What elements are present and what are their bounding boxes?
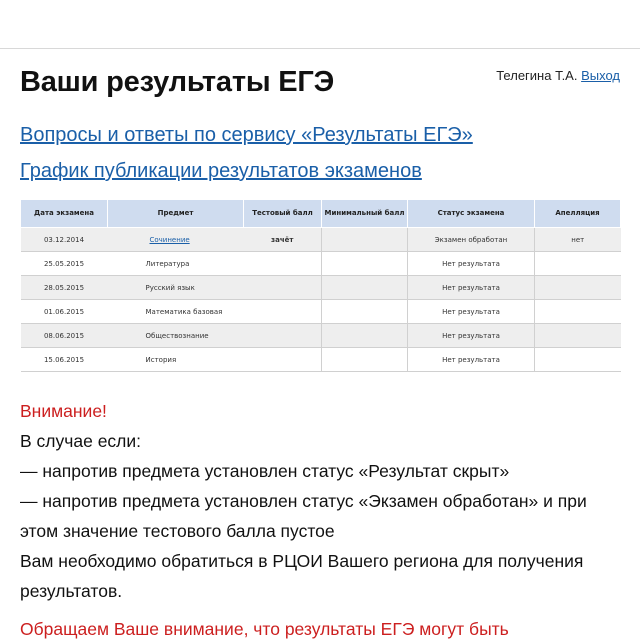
cell-appeal bbox=[535, 348, 621, 372]
cell-date: 28.05.2015 bbox=[21, 276, 108, 300]
column-header-date: Дата экзамена bbox=[21, 200, 108, 228]
cell-subject: История bbox=[108, 348, 244, 372]
table-row bbox=[21, 300, 621, 324]
logout-link[interactable]: Выход bbox=[581, 68, 620, 83]
user-name: Телегина Т.А. bbox=[496, 68, 578, 83]
notice-line: — напротив предмета установлен статус «Результат скрыт» bbox=[20, 461, 510, 481]
cell-min-score bbox=[322, 228, 408, 252]
schedule-link[interactable]: График публикации результатов экзаменов bbox=[20, 160, 422, 182]
faq-link[interactable]: Вопросы и ответы по сервису «Результаты ЕГЭ» bbox=[20, 124, 473, 146]
cell-subject: Литература bbox=[108, 252, 244, 276]
subject-link[interactable]: Сочинение bbox=[149, 235, 190, 244]
cell-score bbox=[244, 300, 322, 324]
notice-line: — напротив предмета установлен статус «Экзамен обработан» и при этом значение тестового балла пустое bbox=[20, 491, 587, 541]
cell-appeal bbox=[535, 300, 621, 324]
table-row bbox=[21, 252, 621, 276]
cell-status: Нет результата bbox=[408, 252, 535, 276]
cell-status: Нет результата bbox=[408, 276, 535, 300]
cell-min-score bbox=[322, 348, 408, 372]
notice-heading: Внимание! bbox=[20, 401, 107, 421]
table-row bbox=[21, 228, 621, 252]
cell-score bbox=[244, 324, 322, 348]
table-header-row bbox=[21, 200, 621, 228]
column-header-subject: Предмет bbox=[108, 200, 244, 228]
cell-min-score bbox=[322, 276, 408, 300]
cell-min-score bbox=[322, 324, 408, 348]
cell-appeal bbox=[535, 276, 621, 300]
column-header-appeal: Апелляция bbox=[535, 200, 621, 228]
cell-subject: Обществознание bbox=[108, 324, 244, 348]
cell-appeal bbox=[535, 324, 621, 348]
cell-status: Нет результата bbox=[408, 300, 535, 324]
column-header-min-score: Минимальный балл bbox=[322, 200, 408, 228]
column-header-score: Тестовый балл bbox=[244, 200, 322, 228]
notice-block bbox=[20, 396, 620, 606]
cell-subject: Математика базовая bbox=[108, 300, 244, 324]
cell-status: Экзамен обработан bbox=[408, 228, 535, 252]
top-divider bbox=[0, 48, 640, 49]
cell-appeal bbox=[535, 252, 621, 276]
notice-line: В случае если: bbox=[20, 431, 142, 451]
cell-date: 01.06.2015 bbox=[21, 300, 108, 324]
cell-appeal: нет bbox=[535, 228, 621, 252]
cell-date: 25.05.2015 bbox=[21, 252, 108, 276]
notice-bottom-warning: Обращаем Ваше внимание, что результаты ЕГЭ могут быть bbox=[20, 619, 509, 639]
table-row bbox=[21, 276, 621, 300]
results-table bbox=[20, 199, 621, 372]
cell-date: 08.06.2015 bbox=[21, 324, 108, 348]
cell-score bbox=[244, 276, 322, 300]
user-panel bbox=[496, 68, 620, 83]
column-header-status: Статус экзамена bbox=[408, 200, 535, 228]
cell-min-score bbox=[322, 252, 408, 276]
page-title: Ваши результаты ЕГЭ bbox=[20, 66, 335, 98]
cell-date: 03.12.2014 bbox=[21, 228, 108, 252]
table-row bbox=[21, 324, 621, 348]
notice-line: Вам необходимо обратиться в РЦОИ Вашего региона для получения результатов. bbox=[20, 551, 584, 601]
cell-status: Нет результата bbox=[408, 348, 535, 372]
cell-score bbox=[244, 252, 322, 276]
cell-status: Нет результата bbox=[408, 324, 535, 348]
cell-score bbox=[244, 348, 322, 372]
cell-subject: Русский язык bbox=[108, 276, 244, 300]
table-row bbox=[21, 348, 621, 372]
cell-subject bbox=[108, 228, 244, 252]
cell-score: зачёт bbox=[244, 228, 322, 252]
cell-min-score bbox=[322, 300, 408, 324]
cell-date: 15.06.2015 bbox=[21, 348, 108, 372]
